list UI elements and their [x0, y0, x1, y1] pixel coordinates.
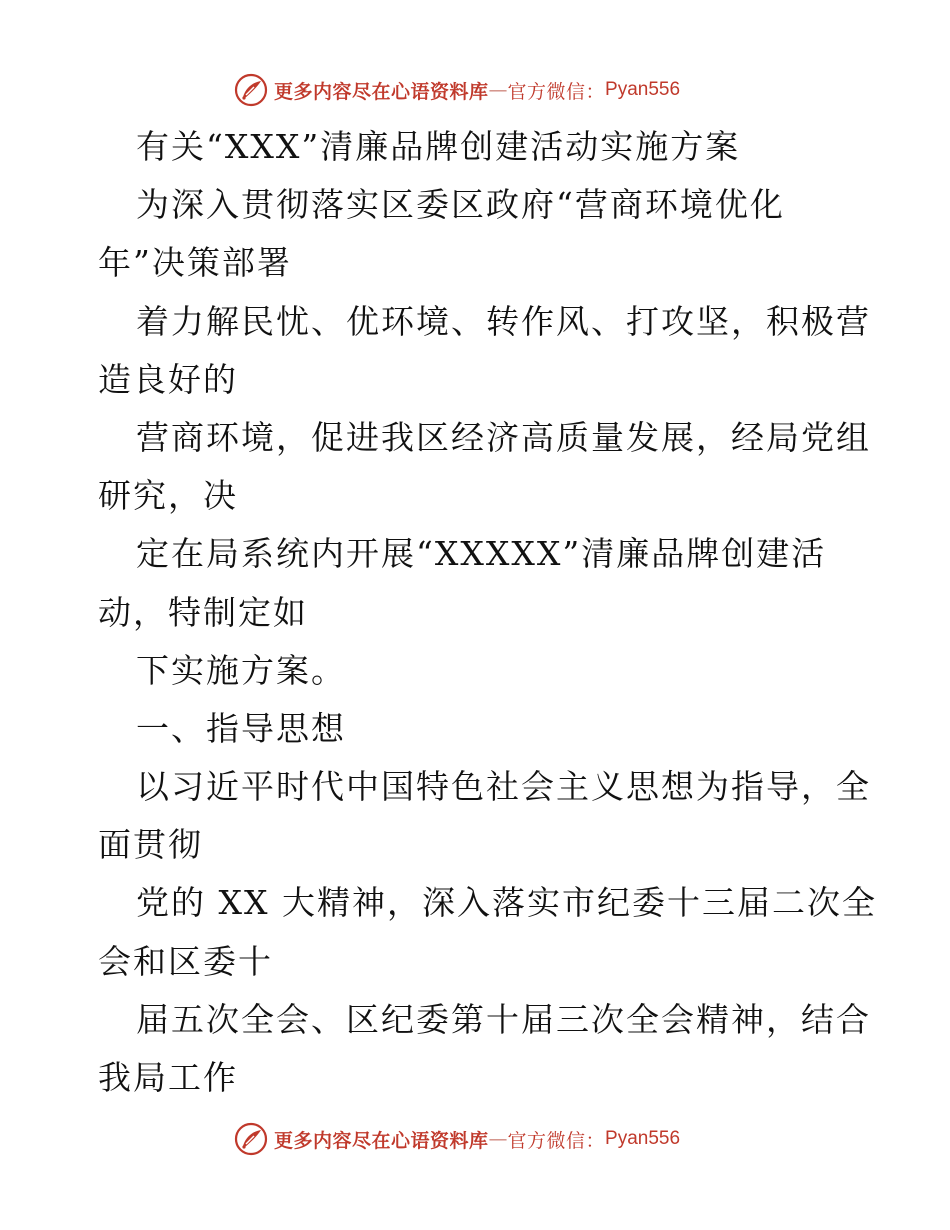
- banner-wechat-id: Pyan556: [605, 1128, 681, 1149]
- text-line: 为深入贯彻落实区委区政府“营商环境优化: [136, 185, 785, 225]
- banner-slogan: 更多内容尽在心语资料库: [274, 80, 489, 103]
- text-line: 营商环境，促进我区经济高质量发展，经局党组: [136, 417, 871, 457]
- text-line: 面贯彻: [98, 825, 203, 865]
- banner-wechat-label: 官方微信：: [507, 1129, 606, 1152]
- header-watermark-banner: [234, 70, 754, 110]
- text-line: 党的 XX 大精神，深入落实市纪委十三届二次全: [136, 883, 877, 923]
- text-line: 定在局系统内开展“XXXXX”清廉品牌创建活: [136, 534, 827, 574]
- footer-watermark-banner: [234, 1119, 754, 1159]
- text-line: 我局工作: [98, 1058, 238, 1097]
- text-line: 造良好的: [98, 359, 238, 399]
- banner-wechat-label: 官方微信：: [507, 80, 606, 103]
- text-line: 一、指导思想: [136, 708, 346, 748]
- text-line: 有关“XXX”清廉品牌创建活动实施方案: [136, 127, 741, 166]
- banner-slogan: 更多内容尽在心语资料库: [274, 1129, 489, 1152]
- banner-dash: —: [488, 1128, 508, 1150]
- pen-logo-icon: [234, 1122, 268, 1156]
- text-line: 动，特制定如: [98, 592, 308, 632]
- text-line: 研究，决: [98, 476, 238, 516]
- banner-dash: —: [488, 79, 508, 101]
- text-line: 会和区委十: [98, 941, 273, 981]
- text-line: 以习近平时代中国特色社会主义思想为指导，全: [136, 767, 871, 807]
- text-line: 届五次全会、区纪委第十届三次全会精神，结合: [136, 999, 871, 1039]
- text-line: 下实施方案。: [136, 650, 346, 690]
- banner-wechat-id: Pyan556: [605, 79, 681, 100]
- text-line: 着力解民忧、优环境、转作风、打攻坚，积极营: [136, 301, 871, 341]
- pen-logo-icon: [234, 73, 268, 107]
- document-body: [98, 122, 877, 1111]
- text-line: 年”决策部署: [98, 243, 292, 283]
